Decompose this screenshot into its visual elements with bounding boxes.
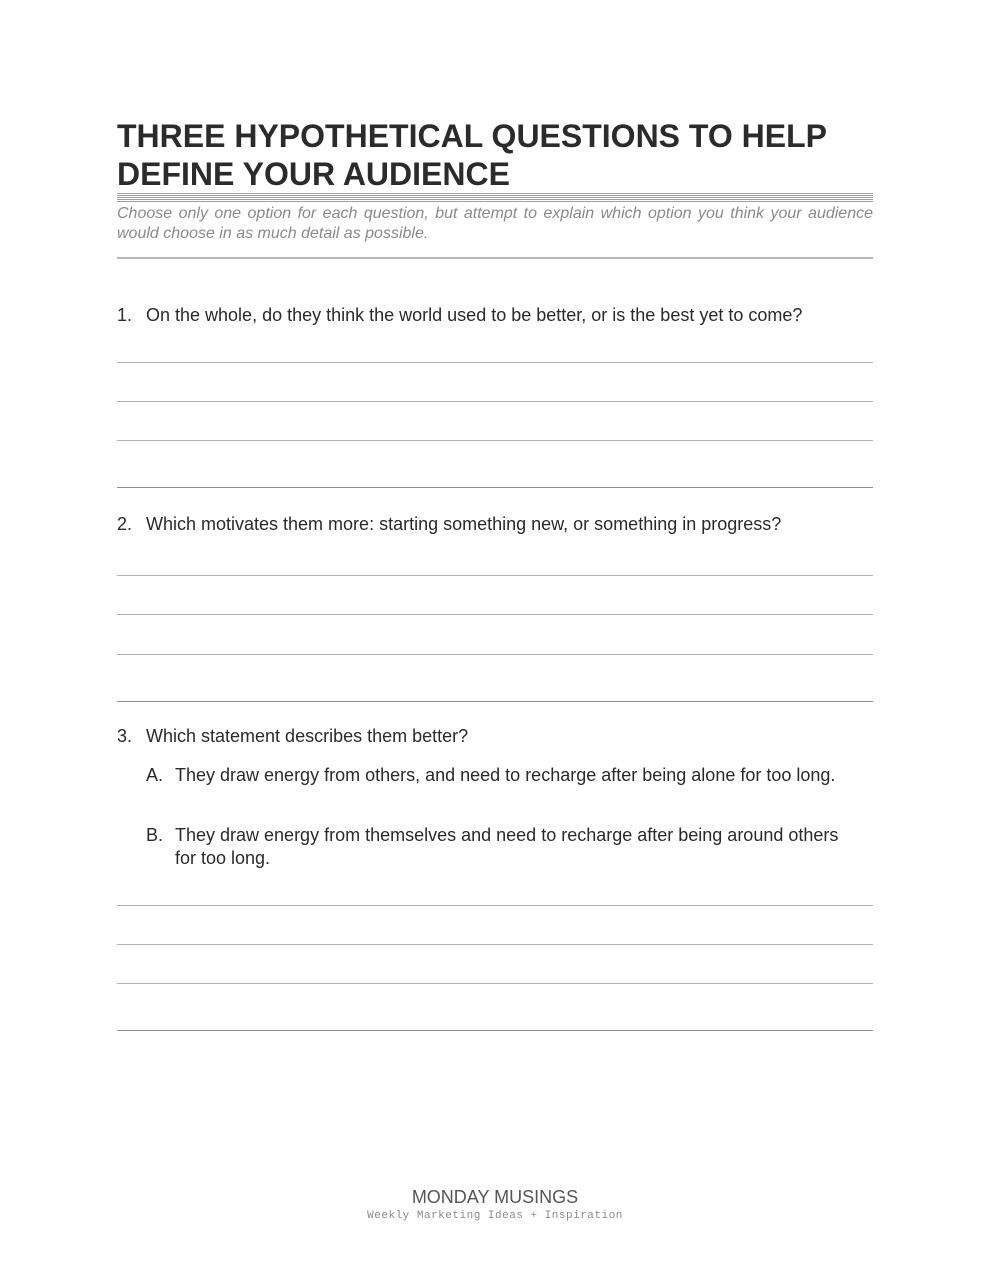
question-1-section-divider [117, 487, 873, 488]
question-1-answer-line-3[interactable] [117, 440, 873, 441]
option-b-letter: B. [146, 825, 164, 845]
option-a-letter: A. [146, 765, 164, 785]
question-3-answer-line-2[interactable] [117, 944, 873, 945]
question-1-number: 1. [117, 305, 133, 325]
option-a-text: They draw energy from others, and need to recharge after being alone for too long. [175, 765, 836, 785]
instructions-text: Choose only one option for each question, but attempt to explain which option you think your audience would choose in as much detail as possible. [117, 205, 873, 242]
question-3-text: Which statement describes them better? [146, 726, 469, 746]
question-2-section-divider [117, 701, 873, 702]
page-title: THREE HYPOTHETICAL QUESTIONS TO HELP DEFINE YOUR AUDIENCE [117, 118, 827, 192]
footer-brand: MONDAY MUSINGS [411, 1187, 579, 1207]
question-3-answer-line-1[interactable] [117, 905, 873, 906]
question-1-answer-line-1[interactable] [117, 362, 873, 363]
instructions-divider [117, 257, 873, 259]
option-b-text: They draw energy from themselves and need to recharge after being around others for too long. [175, 825, 839, 868]
question-2-answer-line-2[interactable] [117, 614, 873, 615]
question-3-number: 3. [117, 726, 133, 746]
question-3-section-divider [117, 1030, 873, 1031]
question-2-answer-line-3[interactable] [117, 654, 873, 655]
question-1-answer-line-2[interactable] [117, 401, 873, 402]
question-2-text: Which motivates them more: starting something new, or something in progress? [146, 514, 782, 534]
worksheet-page [117, 0, 873, 1280]
question-2-number: 2. [117, 514, 133, 534]
title-divider [117, 193, 873, 202]
question-2-answer-line-1[interactable] [117, 575, 873, 576]
footer-tagline: Weekly Marketing Ideas + Inspiration [367, 1210, 623, 1222]
question-1-text: On the whole, do they think the world used to be better, or is the best yet to come? [146, 305, 803, 325]
question-3-answer-line-3[interactable] [117, 983, 873, 984]
